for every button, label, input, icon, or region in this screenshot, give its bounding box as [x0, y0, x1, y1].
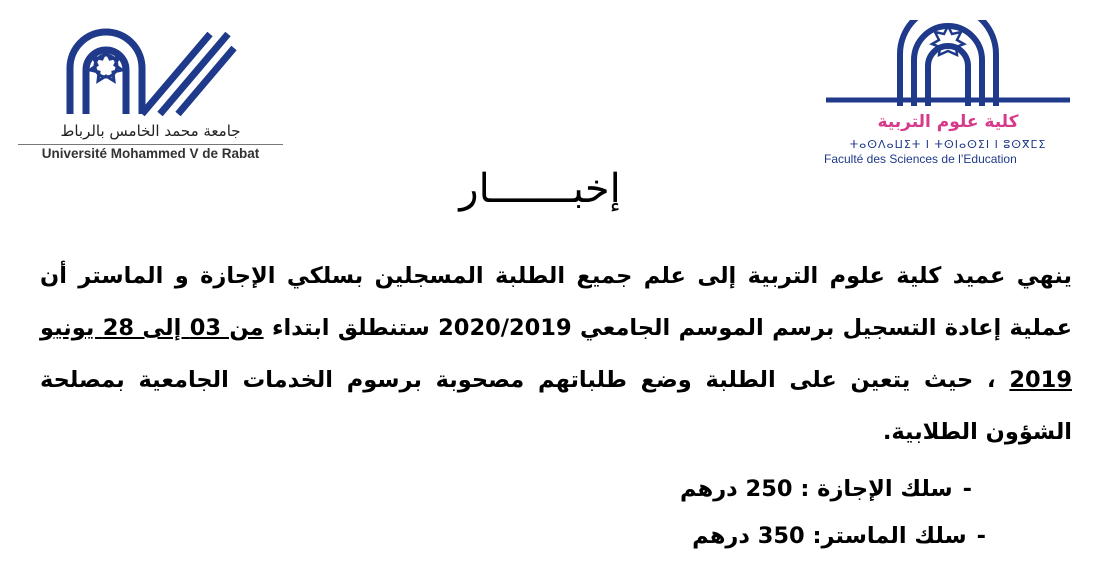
faculty-logo: [820, 20, 1076, 170]
notice-title: إخبـــــــار: [459, 166, 621, 212]
fee-item-master: [692, 523, 986, 549]
faculty-name-ar: كلية علوم التربية: [877, 112, 1019, 132]
university-name-ar: جامعة محمد الخامس بالرباط: [60, 122, 241, 140]
university-emblem-icon: [60, 26, 240, 116]
paragraph-part-2: ، حيث يتعين على الطلبة وضع طلباتهم مصحوبة برسوم الخدمات الجامعية بمصلحة الشؤون الطلابية.: [40, 367, 1072, 445]
university-name-fr: Université Mohammed V de Rabat: [18, 144, 283, 161]
notice-paragraph: [40, 250, 1072, 458]
fee-label: سلك الماستر: 350 درهم: [692, 523, 967, 549]
paragraph-part-1: ينهي عميد كلية علوم التربية إلى علم جميع الطلبة المسجلين بسلكي الإجازة و الماستر أن عملية إعادة التسجيل برسم الموسم الجامعي 2020/2019 ستنطلق ابتداء: [40, 263, 1072, 341]
faculty-name-tifinagh: ⵜⴰⵙⴷⴰⵡⵉⵜ ⵏ ⵜⵙⵏⴰⵙⵉⵏ ⵏ ⵓⵙⴳⵎⵉ: [849, 138, 1047, 151]
bullet-dash: -: [976, 523, 986, 549]
registration-date-range: من 03 إلى 28 يونيو 2019: [40, 315, 1072, 393]
faculty-emblem-icon: [824, 20, 1072, 112]
bullet-dash: -: [962, 476, 972, 502]
fee-item-licence: [680, 476, 972, 502]
faculty-name-fr: Faculté des Sciences de l’Education: [824, 152, 1017, 166]
fee-label: سلك الإجازة : 250 درهم: [679, 476, 953, 502]
university-logo: [18, 26, 283, 161]
